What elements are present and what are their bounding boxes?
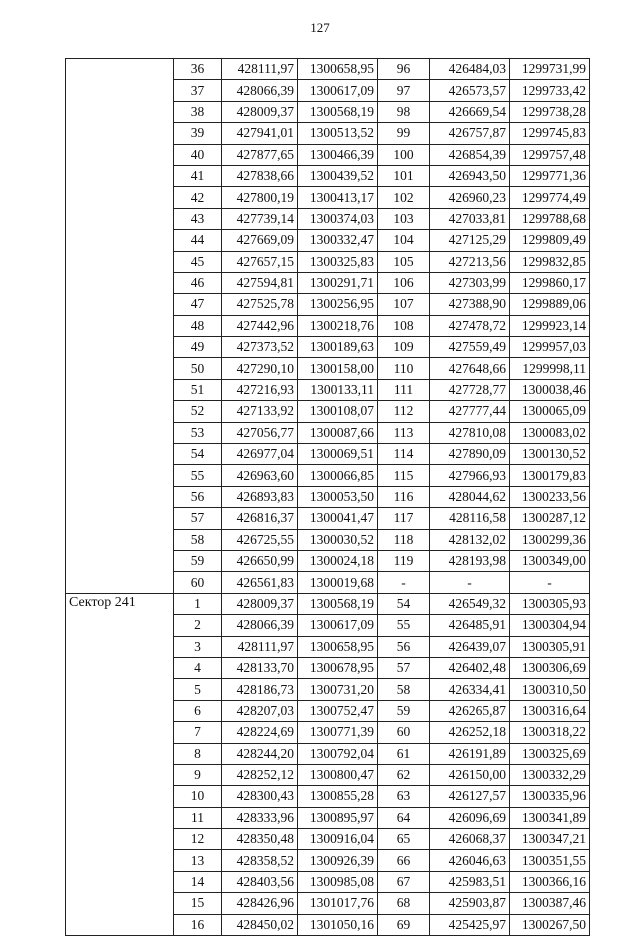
point-number-cell: 39 (174, 123, 222, 144)
x-coordinate-cell: 426725,55 (222, 529, 298, 550)
y-coordinate-cell: 1300108,07 (298, 401, 378, 422)
x-coordinate-cell: 427810,08 (430, 422, 510, 443)
x-coordinate-cell: 427125,29 (430, 230, 510, 251)
point-number-cell: 101 (378, 165, 430, 186)
x-coordinate-cell: 426265,87 (430, 700, 510, 721)
x-coordinate-cell: 427966,93 (430, 465, 510, 486)
x-coordinate-cell: 428224,69 (222, 722, 298, 743)
y-coordinate-cell: 1300466,39 (298, 144, 378, 165)
point-number-cell: 117 (378, 508, 430, 529)
x-coordinate-cell: 428009,37 (222, 593, 298, 614)
x-coordinate-cell: 427213,56 (430, 251, 510, 272)
point-number-cell: 58 (378, 679, 430, 700)
y-coordinate-cell: 1300347,21 (510, 829, 590, 850)
y-coordinate-cell: 1300065,09 (510, 401, 590, 422)
y-coordinate-cell: 1299745,83 (510, 123, 590, 144)
y-coordinate-cell: 1300374,03 (298, 208, 378, 229)
y-coordinate-cell: 1300318,22 (510, 722, 590, 743)
x-coordinate-cell: 428193,98 (430, 550, 510, 571)
point-number-cell: 59 (378, 700, 430, 721)
y-coordinate-cell: 1300800,47 (298, 764, 378, 785)
y-coordinate-cell: 1300316,64 (510, 700, 590, 721)
x-coordinate-cell: 426549,32 (430, 593, 510, 614)
point-number-cell: 49 (174, 337, 222, 358)
point-number-cell: 10 (174, 786, 222, 807)
point-number-cell: 48 (174, 315, 222, 336)
y-coordinate-cell: 1300325,69 (510, 743, 590, 764)
point-number-cell: 6 (174, 700, 222, 721)
y-coordinate-cell: 1300019,68 (298, 572, 378, 593)
x-coordinate-cell: 427739,14 (222, 208, 298, 229)
x-coordinate-cell: 426127,57 (430, 786, 510, 807)
point-number-cell: 102 (378, 187, 430, 208)
x-coordinate-cell: 426943,50 (430, 165, 510, 186)
point-number-cell: 54 (174, 444, 222, 465)
table-row (66, 593, 590, 614)
point-number-cell: 98 (378, 101, 430, 122)
y-coordinate-cell: 1300189,63 (298, 337, 378, 358)
x-coordinate-cell: 426669,54 (430, 101, 510, 122)
y-coordinate-cell: 1300771,39 (298, 722, 378, 743)
x-coordinate-cell: 426439,07 (430, 636, 510, 657)
y-coordinate-cell: 1300351,55 (510, 850, 590, 871)
point-number-cell: 13 (174, 850, 222, 871)
y-coordinate-cell: 1300267,50 (510, 914, 590, 935)
y-coordinate-cell: 1300568,19 (298, 593, 378, 614)
point-number-cell: 103 (378, 208, 430, 229)
x-coordinate-cell: 428252,12 (222, 764, 298, 785)
y-coordinate-cell: 1301017,76 (298, 893, 378, 914)
x-coordinate-cell: 427216,93 (222, 379, 298, 400)
x-coordinate-cell: 427056,77 (222, 422, 298, 443)
point-number-cell: 60 (174, 572, 222, 593)
x-coordinate-cell: 426561,83 (222, 572, 298, 593)
point-number-cell: 57 (378, 657, 430, 678)
x-coordinate-cell: 427800,19 (222, 187, 298, 208)
x-coordinate-cell: 427941,01 (222, 123, 298, 144)
y-coordinate-cell: 1300855,28 (298, 786, 378, 807)
x-coordinate-cell: 426096,69 (430, 807, 510, 828)
point-number-cell: 11 (174, 807, 222, 828)
coordinates-table (65, 58, 590, 936)
point-number-cell: 99 (378, 123, 430, 144)
point-number-cell: 105 (378, 251, 430, 272)
x-coordinate-cell: 426816,37 (222, 508, 298, 529)
point-number-cell: 113 (378, 422, 430, 443)
y-coordinate-cell: 1300341,89 (510, 807, 590, 828)
sector-name: Сектор 241 (66, 593, 174, 935)
y-coordinate-cell: 1300439,52 (298, 165, 378, 186)
point-number-cell: 106 (378, 272, 430, 293)
point-number-cell: 64 (378, 807, 430, 828)
x-coordinate-cell: 428116,58 (430, 508, 510, 529)
point-number-cell: 56 (174, 486, 222, 507)
x-coordinate-cell: 427303,99 (430, 272, 510, 293)
point-number-cell: 66 (378, 850, 430, 871)
y-coordinate-cell: 1299757,48 (510, 144, 590, 165)
point-number-cell: 61 (378, 743, 430, 764)
y-coordinate-cell: 1300617,09 (298, 80, 378, 101)
point-number-cell: 44 (174, 230, 222, 251)
x-coordinate-cell: 428358,52 (222, 850, 298, 871)
point-number-cell: 65 (378, 829, 430, 850)
y-coordinate-cell: 1300233,56 (510, 486, 590, 507)
y-coordinate-cell: 1300752,47 (298, 700, 378, 721)
x-coordinate-cell: 427594,81 (222, 272, 298, 293)
x-coordinate-cell: 426485,91 (430, 615, 510, 636)
x-coordinate-cell: 426402,48 (430, 657, 510, 678)
y-coordinate-cell: 1299771,36 (510, 165, 590, 186)
x-coordinate-cell: 428450,02 (222, 914, 298, 935)
point-number-cell: 104 (378, 230, 430, 251)
point-number-cell: 115 (378, 465, 430, 486)
x-coordinate-cell: 428133,70 (222, 657, 298, 678)
point-number-cell: 40 (174, 144, 222, 165)
x-coordinate-cell: 427290,10 (222, 358, 298, 379)
x-coordinate-cell: 428009,37 (222, 101, 298, 122)
y-coordinate-cell: 1300305,91 (510, 636, 590, 657)
x-coordinate-cell: 426150,00 (430, 764, 510, 785)
x-coordinate-cell: 427877,65 (222, 144, 298, 165)
y-coordinate-cell: 1300332,29 (510, 764, 590, 785)
x-coordinate-cell: 426963,60 (222, 465, 298, 486)
point-number-cell: 116 (378, 486, 430, 507)
x-coordinate-cell: 428426,96 (222, 893, 298, 914)
x-coordinate-cell: 428132,02 (430, 529, 510, 550)
y-coordinate-cell: 1300335,96 (510, 786, 590, 807)
point-number-cell: 37 (174, 80, 222, 101)
point-number-cell: 69 (378, 914, 430, 935)
point-number-cell: 41 (174, 165, 222, 186)
point-number-cell: 112 (378, 401, 430, 422)
y-coordinate-cell: 1300387,46 (510, 893, 590, 914)
x-coordinate-cell: 428244,20 (222, 743, 298, 764)
x-coordinate-cell: 427133,92 (222, 401, 298, 422)
x-coordinate-cell: 425983,51 (430, 871, 510, 892)
y-coordinate-cell: 1300731,20 (298, 679, 378, 700)
x-coordinate-cell: 427669,09 (222, 230, 298, 251)
point-number-cell: 62 (378, 764, 430, 785)
y-coordinate-cell: 1300678,95 (298, 657, 378, 678)
y-coordinate-cell: 1299788,68 (510, 208, 590, 229)
x-coordinate-cell: 428066,39 (222, 80, 298, 101)
y-coordinate-cell: 1300366,16 (510, 871, 590, 892)
y-coordinate-cell: 1300305,93 (510, 593, 590, 614)
y-coordinate-cell: 1300985,08 (298, 871, 378, 892)
x-coordinate-cell: 427890,09 (430, 444, 510, 465)
point-number-cell: 38 (174, 101, 222, 122)
y-coordinate-cell: 1300041,47 (298, 508, 378, 529)
point-number-cell: 1 (174, 593, 222, 614)
point-number-cell: 108 (378, 315, 430, 336)
y-coordinate-cell: 1300568,19 (298, 101, 378, 122)
y-coordinate-cell: - (510, 572, 590, 593)
y-coordinate-cell: 1300349,00 (510, 550, 590, 571)
point-number-cell: 52 (174, 401, 222, 422)
point-number-cell: 68 (378, 893, 430, 914)
y-coordinate-cell: 1300658,95 (298, 636, 378, 657)
y-coordinate-cell: 1300306,69 (510, 657, 590, 678)
y-coordinate-cell: 1299860,17 (510, 272, 590, 293)
point-number-cell: 12 (174, 829, 222, 850)
y-coordinate-cell: 1299998,11 (510, 358, 590, 379)
y-coordinate-cell: 1299733,42 (510, 80, 590, 101)
x-coordinate-cell: 426757,87 (430, 123, 510, 144)
page-number: 127 (310, 20, 330, 35)
y-coordinate-cell: 1300066,85 (298, 465, 378, 486)
y-coordinate-cell: 1300069,51 (298, 444, 378, 465)
x-coordinate-cell: 427777,44 (430, 401, 510, 422)
y-coordinate-cell: 1299809,49 (510, 230, 590, 251)
y-coordinate-cell: 1299832,85 (510, 251, 590, 272)
y-coordinate-cell: 1299889,06 (510, 294, 590, 315)
x-coordinate-cell: 427388,90 (430, 294, 510, 315)
point-number-cell: 111 (378, 379, 430, 400)
y-coordinate-cell: 1300299,36 (510, 529, 590, 550)
y-coordinate-cell: 1300256,95 (298, 294, 378, 315)
y-coordinate-cell: 1300332,47 (298, 230, 378, 251)
point-number-cell: 114 (378, 444, 430, 465)
point-number-cell: 8 (174, 743, 222, 764)
point-number-cell: 63 (378, 786, 430, 807)
x-coordinate-cell: 426484,03 (430, 59, 510, 80)
x-coordinate-cell: 427373,52 (222, 337, 298, 358)
y-coordinate-cell: 1300087,66 (298, 422, 378, 443)
point-number-cell: 47 (174, 294, 222, 315)
point-number-cell: 60 (378, 722, 430, 743)
coordinates-table-body (66, 59, 590, 936)
x-coordinate-cell: 426068,37 (430, 829, 510, 850)
x-coordinate-cell: 427838,66 (222, 165, 298, 186)
y-coordinate-cell: 1300658,95 (298, 59, 378, 80)
x-coordinate-cell: 426046,63 (430, 850, 510, 871)
point-number-cell: 109 (378, 337, 430, 358)
y-coordinate-cell: 1299738,28 (510, 101, 590, 122)
x-coordinate-cell: 428066,39 (222, 615, 298, 636)
y-coordinate-cell: 1300304,94 (510, 615, 590, 636)
point-number-cell: 14 (174, 871, 222, 892)
x-coordinate-cell: 428403,56 (222, 871, 298, 892)
y-coordinate-cell: 1300083,02 (510, 422, 590, 443)
point-number-cell: 9 (174, 764, 222, 785)
point-number-cell: - (378, 572, 430, 593)
x-coordinate-cell: - (430, 572, 510, 593)
point-number-cell: 46 (174, 272, 222, 293)
y-coordinate-cell: 1299774,49 (510, 187, 590, 208)
x-coordinate-cell: 426854,39 (430, 144, 510, 165)
y-coordinate-cell: 1300287,12 (510, 508, 590, 529)
y-coordinate-cell: 1300158,00 (298, 358, 378, 379)
x-coordinate-cell: 425903,87 (430, 893, 510, 914)
point-number-cell: 96 (378, 59, 430, 80)
y-coordinate-cell: 1300291,71 (298, 272, 378, 293)
point-number-cell: 15 (174, 893, 222, 914)
point-number-cell: 43 (174, 208, 222, 229)
y-coordinate-cell: 1299957,03 (510, 337, 590, 358)
x-coordinate-cell: 427525,78 (222, 294, 298, 315)
y-coordinate-cell: 1300030,52 (298, 529, 378, 550)
y-coordinate-cell: 1300916,04 (298, 829, 378, 850)
point-number-cell: 3 (174, 636, 222, 657)
y-coordinate-cell: 1300038,46 (510, 379, 590, 400)
x-coordinate-cell: 427033,81 (430, 208, 510, 229)
point-number-cell: 51 (174, 379, 222, 400)
point-number-cell: 36 (174, 59, 222, 80)
sector-name (66, 59, 174, 594)
y-coordinate-cell: 1300325,83 (298, 251, 378, 272)
x-coordinate-cell: 428111,97 (222, 59, 298, 80)
y-coordinate-cell: 1300413,17 (298, 187, 378, 208)
x-coordinate-cell: 427657,15 (222, 251, 298, 272)
y-coordinate-cell: 1300179,83 (510, 465, 590, 486)
point-number-cell: 54 (378, 593, 430, 614)
point-number-cell: 55 (174, 465, 222, 486)
y-coordinate-cell: 1301050,16 (298, 914, 378, 935)
point-number-cell: 4 (174, 657, 222, 678)
x-coordinate-cell: 427478,72 (430, 315, 510, 336)
x-coordinate-cell: 426893,83 (222, 486, 298, 507)
y-coordinate-cell: 1299923,14 (510, 315, 590, 336)
point-number-cell: 118 (378, 529, 430, 550)
point-number-cell: 59 (174, 550, 222, 571)
point-number-cell: 119 (378, 550, 430, 571)
point-number-cell: 53 (174, 422, 222, 443)
y-coordinate-cell: 1300053,50 (298, 486, 378, 507)
x-coordinate-cell: 426650,99 (222, 550, 298, 571)
point-number-cell: 42 (174, 187, 222, 208)
y-coordinate-cell: 1300792,04 (298, 743, 378, 764)
x-coordinate-cell: 428044,62 (430, 486, 510, 507)
y-coordinate-cell: 1300310,50 (510, 679, 590, 700)
point-number-cell: 58 (174, 529, 222, 550)
x-coordinate-cell: 428111,97 (222, 636, 298, 657)
y-coordinate-cell: 1300926,39 (298, 850, 378, 871)
point-number-cell: 16 (174, 914, 222, 935)
x-coordinate-cell: 428333,96 (222, 807, 298, 828)
point-number-cell: 67 (378, 871, 430, 892)
point-number-cell: 5 (174, 679, 222, 700)
point-number-cell: 97 (378, 80, 430, 101)
point-number-cell: 110 (378, 358, 430, 379)
y-coordinate-cell: 1300130,52 (510, 444, 590, 465)
y-coordinate-cell: 1300133,11 (298, 379, 378, 400)
y-coordinate-cell: 1300024,18 (298, 550, 378, 571)
x-coordinate-cell: 428350,48 (222, 829, 298, 850)
point-number-cell: 57 (174, 508, 222, 529)
x-coordinate-cell: 428300,43 (222, 786, 298, 807)
point-number-cell: 56 (378, 636, 430, 657)
y-coordinate-cell: 1300895,97 (298, 807, 378, 828)
x-coordinate-cell: 426573,57 (430, 80, 510, 101)
point-number-cell: 45 (174, 251, 222, 272)
x-coordinate-cell: 428207,03 (222, 700, 298, 721)
x-coordinate-cell: 426191,89 (430, 743, 510, 764)
x-coordinate-cell: 425425,97 (430, 914, 510, 935)
x-coordinate-cell: 426960,23 (430, 187, 510, 208)
y-coordinate-cell: 1300513,52 (298, 123, 378, 144)
x-coordinate-cell: 426334,41 (430, 679, 510, 700)
point-number-cell: 50 (174, 358, 222, 379)
x-coordinate-cell: 427648,66 (430, 358, 510, 379)
y-coordinate-cell: 1299731,99 (510, 59, 590, 80)
y-coordinate-cell: 1300218,76 (298, 315, 378, 336)
point-number-cell: 107 (378, 294, 430, 315)
x-coordinate-cell: 426977,04 (222, 444, 298, 465)
point-number-cell: 7 (174, 722, 222, 743)
point-number-cell: 100 (378, 144, 430, 165)
x-coordinate-cell: 428186,73 (222, 679, 298, 700)
x-coordinate-cell: 427442,96 (222, 315, 298, 336)
x-coordinate-cell: 427559,49 (430, 337, 510, 358)
x-coordinate-cell: 427728,77 (430, 379, 510, 400)
y-coordinate-cell: 1300617,09 (298, 615, 378, 636)
table-row (66, 59, 590, 80)
x-coordinate-cell: 426252,18 (430, 722, 510, 743)
point-number-cell: 2 (174, 615, 222, 636)
point-number-cell: 55 (378, 615, 430, 636)
